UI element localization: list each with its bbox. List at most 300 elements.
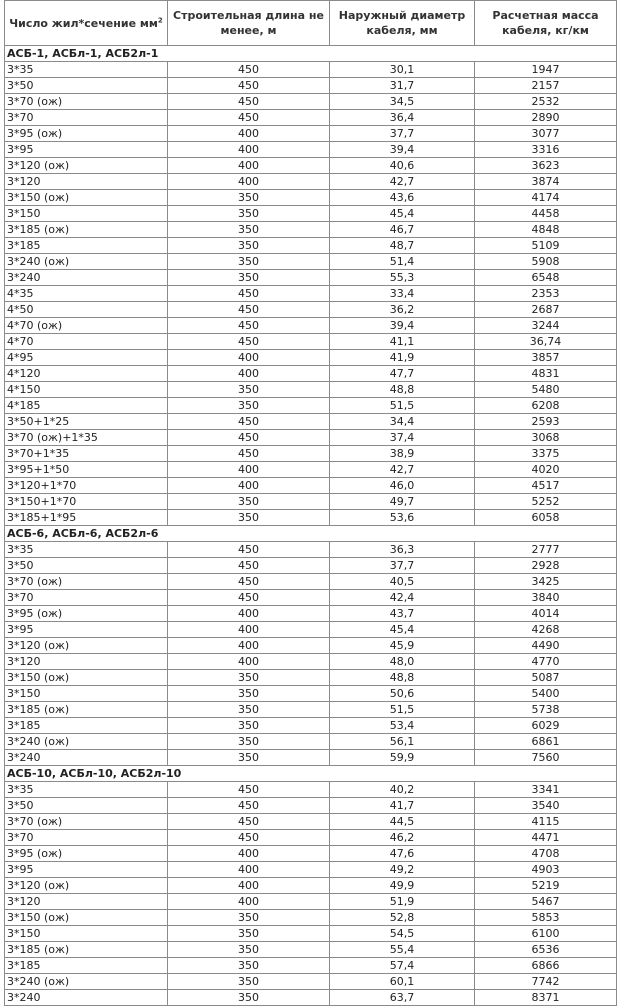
table-row <box>5 590 617 606</box>
table-row <box>5 142 617 158</box>
cell-cores-section: 4*150 <box>5 382 168 398</box>
table-row <box>5 686 617 702</box>
cell-length: 400 <box>168 622 330 638</box>
cell-diameter: 40,6 <box>330 158 475 174</box>
cell-cores-section: 3*70 (ож) <box>5 94 168 110</box>
cell-mass: 3623 <box>475 158 617 174</box>
cell-diameter: 34,4 <box>330 414 475 430</box>
cell-mass: 2532 <box>475 94 617 110</box>
cell-length: 350 <box>168 270 330 286</box>
cell-mass: 3425 <box>475 574 617 590</box>
cell-mass: 2928 <box>475 558 617 574</box>
cell-cores-section: 3*50 <box>5 798 168 814</box>
cell-mass: 3077 <box>475 126 617 142</box>
cell-length: 450 <box>168 62 330 78</box>
cell-length: 400 <box>168 654 330 670</box>
table-row <box>5 974 617 990</box>
cell-cores-section: 3*240 (ож) <box>5 734 168 750</box>
cell-length: 350 <box>168 510 330 526</box>
table-row <box>5 398 617 414</box>
cell-diameter: 45,4 <box>330 206 475 222</box>
cell-cores-section: 3*185 <box>5 958 168 974</box>
cell-mass: 3857 <box>475 350 617 366</box>
cell-diameter: 51,5 <box>330 702 475 718</box>
table-row <box>5 958 617 974</box>
cell-length: 350 <box>168 222 330 238</box>
cell-diameter: 47,6 <box>330 846 475 862</box>
cell-length: 350 <box>168 990 330 1006</box>
cell-mass: 5480 <box>475 382 617 398</box>
cell-length: 450 <box>168 558 330 574</box>
cell-cores-section: 4*95 <box>5 350 168 366</box>
cell-diameter: 53,6 <box>330 510 475 526</box>
cell-cores-section: 3*240 <box>5 750 168 766</box>
cell-diameter: 53,4 <box>330 718 475 734</box>
cell-cores-section: 3*150 <box>5 206 168 222</box>
cell-mass: 6536 <box>475 942 617 958</box>
cell-mass: 6029 <box>475 718 617 734</box>
cell-diameter: 42,7 <box>330 462 475 478</box>
cell-length: 400 <box>168 894 330 910</box>
cell-length: 450 <box>168 542 330 558</box>
cell-diameter: 36,3 <box>330 542 475 558</box>
cell-cores-section: 3*35 <box>5 62 168 78</box>
cell-mass: 5087 <box>475 670 617 686</box>
cell-mass: 7560 <box>475 750 617 766</box>
header-row <box>5 1 617 46</box>
cell-mass: 3068 <box>475 430 617 446</box>
header-mass: Расчетная масса кабеля, кг/км <box>475 1 617 46</box>
table-row <box>5 222 617 238</box>
header-length: Строительная длина не менее, м <box>168 1 330 46</box>
cell-diameter: 37,7 <box>330 126 475 142</box>
header-cores-section <box>5 1 168 46</box>
cell-mass: 3341 <box>475 782 617 798</box>
table-row <box>5 830 617 846</box>
cell-length: 400 <box>168 878 330 894</box>
cell-cores-section: 3*150 <box>5 926 168 942</box>
table-row <box>5 286 617 302</box>
table-row <box>5 702 617 718</box>
cell-length: 350 <box>168 958 330 974</box>
cell-length: 450 <box>168 302 330 318</box>
cell-mass: 5252 <box>475 494 617 510</box>
cell-cores-section: 3*70+1*35 <box>5 446 168 462</box>
cell-cores-section: 3*240 <box>5 270 168 286</box>
cell-diameter: 59,9 <box>330 750 475 766</box>
cell-cores-section: 3*50 <box>5 78 168 94</box>
cell-cores-section: 3*240 (ож) <box>5 974 168 990</box>
cell-diameter: 51,5 <box>330 398 475 414</box>
table-row <box>5 270 617 286</box>
cell-length: 350 <box>168 734 330 750</box>
cell-cores-section: 3*95 (ож) <box>5 606 168 622</box>
cell-diameter: 33,4 <box>330 286 475 302</box>
cell-mass: 5738 <box>475 702 617 718</box>
cell-cores-section: 4*35 <box>5 286 168 302</box>
table-body <box>5 46 617 1006</box>
cell-mass: 36,74 <box>475 334 617 350</box>
cell-cores-section: 3*240 <box>5 990 168 1006</box>
cell-mass: 5109 <box>475 238 617 254</box>
cell-cores-section: 3*185 (ож) <box>5 702 168 718</box>
cell-diameter: 48,8 <box>330 382 475 398</box>
cell-length: 350 <box>168 974 330 990</box>
cell-length: 350 <box>168 398 330 414</box>
cell-length: 350 <box>168 190 330 206</box>
table-row <box>5 94 617 110</box>
cell-diameter: 42,7 <box>330 174 475 190</box>
table-row <box>5 78 617 94</box>
table-row <box>5 190 617 206</box>
cell-length: 450 <box>168 286 330 302</box>
cell-length: 350 <box>168 670 330 686</box>
cell-cores-section: 3*95 <box>5 862 168 878</box>
cell-length: 350 <box>168 942 330 958</box>
table-row <box>5 62 617 78</box>
cell-mass: 3375 <box>475 446 617 462</box>
cell-diameter: 30,1 <box>330 62 475 78</box>
cell-cores-section: 3*120 <box>5 174 168 190</box>
cell-mass: 5400 <box>475 686 617 702</box>
cell-cores-section: 3*150 (ож) <box>5 670 168 686</box>
cell-diameter: 46,0 <box>330 478 475 494</box>
cell-length: 350 <box>168 910 330 926</box>
table-row <box>5 430 617 446</box>
cell-length: 350 <box>168 494 330 510</box>
cell-length: 400 <box>168 126 330 142</box>
cell-diameter: 60,1 <box>330 974 475 990</box>
cell-length: 400 <box>168 142 330 158</box>
cell-mass: 3244 <box>475 318 617 334</box>
cell-cores-section: 3*150+1*70 <box>5 494 168 510</box>
cell-cores-section: 3*95 <box>5 622 168 638</box>
cell-cores-section: 3*70 <box>5 590 168 606</box>
table-row <box>5 350 617 366</box>
cell-cores-section: 3*120 <box>5 894 168 910</box>
cell-cores-section: 3*35 <box>5 542 168 558</box>
cell-mass: 4268 <box>475 622 617 638</box>
cell-length: 450 <box>168 782 330 798</box>
cell-length: 400 <box>168 158 330 174</box>
cell-mass: 4174 <box>475 190 617 206</box>
table-row <box>5 670 617 686</box>
cell-diameter: 52,8 <box>330 910 475 926</box>
cell-mass: 5467 <box>475 894 617 910</box>
cell-diameter: 49,9 <box>330 878 475 894</box>
cell-mass: 4517 <box>475 478 617 494</box>
cell-cores-section: 3*185 (ож) <box>5 222 168 238</box>
cell-cores-section: 3*70 (ож) <box>5 574 168 590</box>
cell-length: 450 <box>168 814 330 830</box>
table-row <box>5 318 617 334</box>
cell-diameter: 56,1 <box>330 734 475 750</box>
cell-diameter: 34,5 <box>330 94 475 110</box>
cell-length: 450 <box>168 94 330 110</box>
cell-cores-section: 3*50 <box>5 558 168 574</box>
table-row <box>5 462 617 478</box>
cell-length: 400 <box>168 862 330 878</box>
table-row <box>5 174 617 190</box>
cell-diameter: 55,3 <box>330 270 475 286</box>
table-row <box>5 606 617 622</box>
cell-length: 450 <box>168 798 330 814</box>
cell-length: 450 <box>168 334 330 350</box>
table-row <box>5 814 617 830</box>
cell-diameter: 39,4 <box>330 318 475 334</box>
table-row <box>5 718 617 734</box>
table-row <box>5 942 617 958</box>
cell-length: 400 <box>168 846 330 862</box>
cell-cores-section: 3*150 (ож) <box>5 190 168 206</box>
cell-cores-section: 3*50+1*25 <box>5 414 168 430</box>
cell-diameter: 51,4 <box>330 254 475 270</box>
table-row <box>5 446 617 462</box>
cell-diameter: 31,7 <box>330 78 475 94</box>
cell-mass: 4115 <box>475 814 617 830</box>
table-row <box>5 574 617 590</box>
section-header-row <box>5 526 617 542</box>
cell-length: 350 <box>168 926 330 942</box>
cell-mass: 5219 <box>475 878 617 894</box>
cell-length: 400 <box>168 174 330 190</box>
cell-cores-section: 4*50 <box>5 302 168 318</box>
cell-diameter: 43,6 <box>330 190 475 206</box>
table-row <box>5 302 617 318</box>
table-row <box>5 382 617 398</box>
cell-length: 350 <box>168 206 330 222</box>
cell-cores-section: 3*240 (ож) <box>5 254 168 270</box>
table-row <box>5 478 617 494</box>
cable-spec-table-container <box>4 0 616 1006</box>
cell-length: 350 <box>168 382 330 398</box>
cell-mass: 6866 <box>475 958 617 974</box>
cell-length: 400 <box>168 638 330 654</box>
cell-diameter: 38,9 <box>330 446 475 462</box>
cell-length: 450 <box>168 446 330 462</box>
cell-mass: 1947 <box>475 62 617 78</box>
table-row <box>5 894 617 910</box>
table-row <box>5 878 617 894</box>
cell-mass: 2777 <box>475 542 617 558</box>
cell-mass: 5853 <box>475 910 617 926</box>
cell-mass: 4770 <box>475 654 617 670</box>
cell-diameter: 63,7 <box>330 990 475 1006</box>
cell-mass: 4848 <box>475 222 617 238</box>
cell-diameter: 41,9 <box>330 350 475 366</box>
cell-cores-section: 3*185 <box>5 238 168 254</box>
cell-mass: 4020 <box>475 462 617 478</box>
cell-diameter: 46,7 <box>330 222 475 238</box>
cell-cores-section: 3*120 (ож) <box>5 638 168 654</box>
cell-mass: 3840 <box>475 590 617 606</box>
cell-mass: 7742 <box>475 974 617 990</box>
table-header <box>5 1 617 46</box>
cell-length: 350 <box>168 702 330 718</box>
cell-diameter: 48,8 <box>330 670 475 686</box>
cell-mass: 6058 <box>475 510 617 526</box>
cell-mass: 4831 <box>475 366 617 382</box>
cell-diameter: 40,2 <box>330 782 475 798</box>
cell-cores-section: 3*185 (ож) <box>5 942 168 958</box>
cell-mass: 6548 <box>475 270 617 286</box>
table-row <box>5 782 617 798</box>
cell-mass: 4471 <box>475 830 617 846</box>
cell-diameter: 45,4 <box>330 622 475 638</box>
table-row <box>5 910 617 926</box>
table-row <box>5 862 617 878</box>
cell-diameter: 44,5 <box>330 814 475 830</box>
cell-cores-section: 3*185+1*95 <box>5 510 168 526</box>
cell-diameter: 42,4 <box>330 590 475 606</box>
table-row <box>5 734 617 750</box>
cell-diameter: 55,4 <box>330 942 475 958</box>
cell-length: 450 <box>168 574 330 590</box>
cell-mass: 4458 <box>475 206 617 222</box>
cell-diameter: 51,9 <box>330 894 475 910</box>
cell-length: 450 <box>168 430 330 446</box>
cell-length: 400 <box>168 606 330 622</box>
cell-diameter: 40,5 <box>330 574 475 590</box>
table-row <box>5 334 617 350</box>
cell-diameter: 39,4 <box>330 142 475 158</box>
cell-cores-section: 3*120 (ож) <box>5 158 168 174</box>
cell-mass: 2157 <box>475 78 617 94</box>
cell-mass: 5908 <box>475 254 617 270</box>
section-title: АСБ-6, АСБл-6, АСБ2л-6 <box>5 526 617 542</box>
header-cores-section-sup: 2 <box>157 15 163 24</box>
header-diameter: Наружный диаметр кабеля, мм <box>330 1 475 46</box>
cell-diameter: 48,7 <box>330 238 475 254</box>
cell-diameter: 36,4 <box>330 110 475 126</box>
cell-diameter: 36,2 <box>330 302 475 318</box>
table-row <box>5 798 617 814</box>
cell-diameter: 43,7 <box>330 606 475 622</box>
cell-diameter: 50,6 <box>330 686 475 702</box>
cell-mass: 4708 <box>475 846 617 862</box>
cell-diameter: 48,0 <box>330 654 475 670</box>
header-cores-section-text: Число жил*сечение мм <box>9 16 158 30</box>
table-row <box>5 510 617 526</box>
cell-diameter: 57,4 <box>330 958 475 974</box>
table-row <box>5 926 617 942</box>
cell-cores-section: 3*150 <box>5 686 168 702</box>
cell-mass: 8371 <box>475 990 617 1006</box>
cell-mass: 2687 <box>475 302 617 318</box>
cell-mass: 2353 <box>475 286 617 302</box>
table-row <box>5 366 617 382</box>
cell-mass: 3540 <box>475 798 617 814</box>
cell-length: 350 <box>168 238 330 254</box>
table-row <box>5 654 617 670</box>
cell-cores-section: 3*70 <box>5 110 168 126</box>
cell-length: 350 <box>168 254 330 270</box>
cell-cores-section: 3*70 (ож)+1*35 <box>5 430 168 446</box>
table-row <box>5 414 617 430</box>
cell-length: 400 <box>168 478 330 494</box>
cell-diameter: 49,2 <box>330 862 475 878</box>
cell-cores-section: 4*70 <box>5 334 168 350</box>
cell-mass: 2890 <box>475 110 617 126</box>
table-row <box>5 110 617 126</box>
cell-length: 400 <box>168 462 330 478</box>
table-row <box>5 206 617 222</box>
cell-mass: 6100 <box>475 926 617 942</box>
table-row <box>5 238 617 254</box>
cell-diameter: 46,2 <box>330 830 475 846</box>
table-row <box>5 254 617 270</box>
cell-length: 350 <box>168 750 330 766</box>
cell-mass: 3874 <box>475 174 617 190</box>
section-header-row <box>5 766 617 782</box>
cell-mass: 6861 <box>475 734 617 750</box>
cell-length: 400 <box>168 350 330 366</box>
cell-mass: 2593 <box>475 414 617 430</box>
cell-cores-section: 3*95 <box>5 142 168 158</box>
table-row <box>5 750 617 766</box>
cell-cores-section: 3*70 <box>5 830 168 846</box>
cell-length: 350 <box>168 686 330 702</box>
table-row <box>5 846 617 862</box>
cell-length: 350 <box>168 718 330 734</box>
cell-mass: 4490 <box>475 638 617 654</box>
section-header-row <box>5 46 617 62</box>
cell-cores-section: 3*120 <box>5 654 168 670</box>
cell-length: 450 <box>168 414 330 430</box>
cell-mass: 4903 <box>475 862 617 878</box>
cable-spec-table <box>4 0 617 1006</box>
cell-length: 450 <box>168 110 330 126</box>
table-row <box>5 622 617 638</box>
cell-diameter: 37,7 <box>330 558 475 574</box>
cell-cores-section: 3*120+1*70 <box>5 478 168 494</box>
section-title: АСБ-1, АСБл-1, АСБ2л-1 <box>5 46 617 62</box>
table-row <box>5 542 617 558</box>
table-row <box>5 494 617 510</box>
table-row <box>5 558 617 574</box>
cell-cores-section: 3*150 (ож) <box>5 910 168 926</box>
cell-diameter: 54,5 <box>330 926 475 942</box>
cell-length: 450 <box>168 590 330 606</box>
cell-mass: 6208 <box>475 398 617 414</box>
cell-cores-section: 4*70 (ож) <box>5 318 168 334</box>
cell-length: 400 <box>168 366 330 382</box>
cell-length: 450 <box>168 318 330 334</box>
cell-mass: 4014 <box>475 606 617 622</box>
table-row <box>5 126 617 142</box>
cell-length: 450 <box>168 830 330 846</box>
section-title: АСБ-10, АСБл-10, АСБ2л-10 <box>5 766 617 782</box>
cell-diameter: 49,7 <box>330 494 475 510</box>
cell-diameter: 47,7 <box>330 366 475 382</box>
cell-cores-section: 3*95 (ож) <box>5 846 168 862</box>
cell-length: 450 <box>168 78 330 94</box>
table-row <box>5 158 617 174</box>
cell-cores-section: 3*95+1*50 <box>5 462 168 478</box>
cell-diameter: 41,7 <box>330 798 475 814</box>
cell-cores-section: 3*120 (ож) <box>5 878 168 894</box>
cell-cores-section: 3*185 <box>5 718 168 734</box>
cell-cores-section: 3*95 (ож) <box>5 126 168 142</box>
table-row <box>5 638 617 654</box>
cell-diameter: 37,4 <box>330 430 475 446</box>
cell-cores-section: 3*35 <box>5 782 168 798</box>
cell-mass: 3316 <box>475 142 617 158</box>
cell-cores-section: 4*185 <box>5 398 168 414</box>
cell-diameter: 41,1 <box>330 334 475 350</box>
cell-diameter: 45,9 <box>330 638 475 654</box>
cell-cores-section: 3*70 (ож) <box>5 814 168 830</box>
